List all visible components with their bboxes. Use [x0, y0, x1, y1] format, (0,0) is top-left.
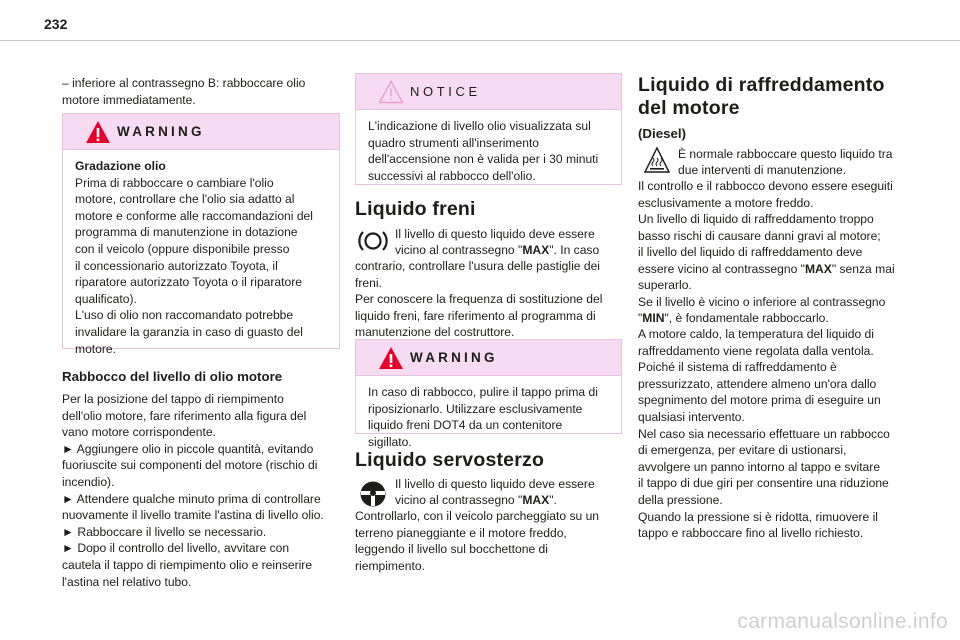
coolant-max-line — [638, 261, 895, 278]
coolant-max-pre: essere vicino al contrassegno " — [638, 262, 805, 276]
coolant-max-post: " senza mai — [831, 262, 895, 276]
coolant-min-pre: " — [638, 311, 643, 325]
warning-brake-header — [356, 340, 621, 376]
warning-brake-label: WARNING — [410, 350, 498, 365]
steering-lead-2-post: ". — [549, 493, 557, 507]
warning-icon — [85, 120, 111, 144]
coolant-min-post: ", è fondamentale rabboccarlo. — [664, 311, 829, 325]
coolant-title-line-2: del motore — [638, 97, 740, 119]
section-body-oil-topup: Per la posizione del tappo di riempimento dell'olio motore, fare riferimento alla figura del vano motore corrispondente. ► Aggiungere olio in piccole quantità, evitando fuoriuscite sui componenti del motore (rischio di incendio). ► Attendere qualche minuto prima di controllare nuovamente il livello tramite l'astina di livello olio. ► Rabboccare il livello se necessario. ► Dopo il controllo del livello, avvitare con cautela il tappo di riempimento olio e reinserire l'astina nel relativo tubo. — [62, 392, 324, 589]
intro-text: – inferiore al contrassegno B: rabboccare olio motore immediatamente. — [62, 76, 306, 107]
brake-lead-2-pre: vicino al contrassegno " — [395, 243, 523, 257]
warning-brake-body: In caso di rabbocco, pulire il tappo prima di riposizionarlo. Utilizzare esclusivamente liquido freni DOT4 da un contenitore sigillato. — [368, 385, 598, 449]
brake-lead-2-post: ". In caso — [549, 243, 600, 257]
steering-icon — [358, 480, 388, 508]
steering-lead-2 — [395, 492, 557, 509]
steering-body: Controllarlo, con il veicolo parcheggiato su un terreno pianeggiante e il motore freddo, leggendo il livello sul bocchettone di riempimento. — [355, 509, 600, 573]
brake-max-mark: MAX — [522, 243, 550, 257]
steering-max-mark: MAX — [522, 493, 550, 507]
brake-icon — [357, 228, 389, 254]
footer-watermark: carmanualsonline.info — [737, 610, 948, 633]
steering-lead-1: Il livello di questo liquido deve essere — [395, 477, 595, 491]
coolant-min-line — [638, 310, 829, 327]
coolant-p5: A motore caldo, la temperatura del liquido di raffreddamento viene regolata dalla ventola. Poiché il sistema di raffreddamento è pressurizzato, attendere almeno un'ora dallo spegnimento del motore prima di eseguire un qualsiasi intervento. Nel caso sia necessario effettuare un rabbocco di emergenza, per evitare di ustionarsi, avvolgere un panno intorno al tappo e svitare il tappo di due giri per consentire una riduzione della pressione. Quando la pressione si è ridotta, rimuovere il tappo e rabboccare fino al livello richiesto. — [638, 327, 890, 541]
warning-label: WARNING — [117, 124, 205, 139]
warning-title: Gradazione olio — [75, 159, 166, 173]
warning-box-oil — [62, 113, 340, 356]
brake-lead-2 — [395, 242, 599, 259]
coolant-lead-2: due interventi di manutenzione. — [678, 163, 847, 177]
notice-label: NOTICE — [410, 84, 481, 99]
section-title-oil-topup: Rabbocco del livello di olio motore — [62, 369, 283, 384]
power-steering-title: Liquido servosterzo — [355, 449, 545, 471]
notice-box — [355, 73, 622, 185]
warning-icon — [378, 346, 404, 370]
hot-hazard-icon — [644, 146, 670, 174]
notice-header — [356, 74, 621, 110]
coolant-title-line-1: Liquido di raffreddamento — [638, 74, 885, 96]
page-number: 232 — [44, 16, 68, 32]
coolant-subtitle: (Diesel) — [638, 126, 687, 141]
notice-warning-icon — [378, 80, 404, 104]
notice-body: L'indicazione di livello olio visualizzata sul quadro strumenti all'inserimento dell'accensione non è valida per i 30 minuti successivi al rabbocco dell'olio. — [368, 119, 599, 183]
warning-box-brake — [355, 339, 622, 449]
coolant-p3: superarlo. Se il livello è vicino o inferiore al contrassegno — [638, 278, 886, 309]
coolant-lead-1: È normale rabboccare questo liquido tra — [678, 147, 893, 161]
brake-lead-1: Il livello di questo liquido deve essere — [395, 227, 595, 241]
coolant-max-mark: MAX — [804, 262, 832, 276]
brake-fluid-title: Liquido freni — [355, 198, 476, 220]
steering-lead-2-pre: vicino al contrassegno " — [395, 493, 523, 507]
warning-body: Prima di rabboccare o cambiare l'olio motore, controllare che l'olio sia adatto al motore e conforme alle raccomandazioni del programma di manutenzione in dotazione con il veicolo (oppure disponibile presso il concessionario autorizzato Toyota, il riparatore autorizzato Toyota o il riparatore qualificato). L'uso di olio non raccomandato potrebbe invalidare la garanzia in caso di guasto del motore. — [75, 175, 313, 356]
coolant-min-mark: MIN — [642, 311, 665, 325]
header-divider — [0, 40, 960, 41]
warning-header — [63, 114, 339, 150]
coolant-p1: Il controllo e il rabbocco devono essere eseguiti esclusivamente a motore freddo. Un livello di liquido di raffreddamento troppo basso rischi di causare danni gravi al motore; il livello del liquido di raffreddamento deve — [638, 179, 893, 260]
brake-body: contrario, controllare l'usura delle pastiglie dei freni. Per conoscere la frequenza di sostituzione del liquido freni, fare riferimento al programma di manutenzione del costruttore. — [355, 259, 603, 340]
